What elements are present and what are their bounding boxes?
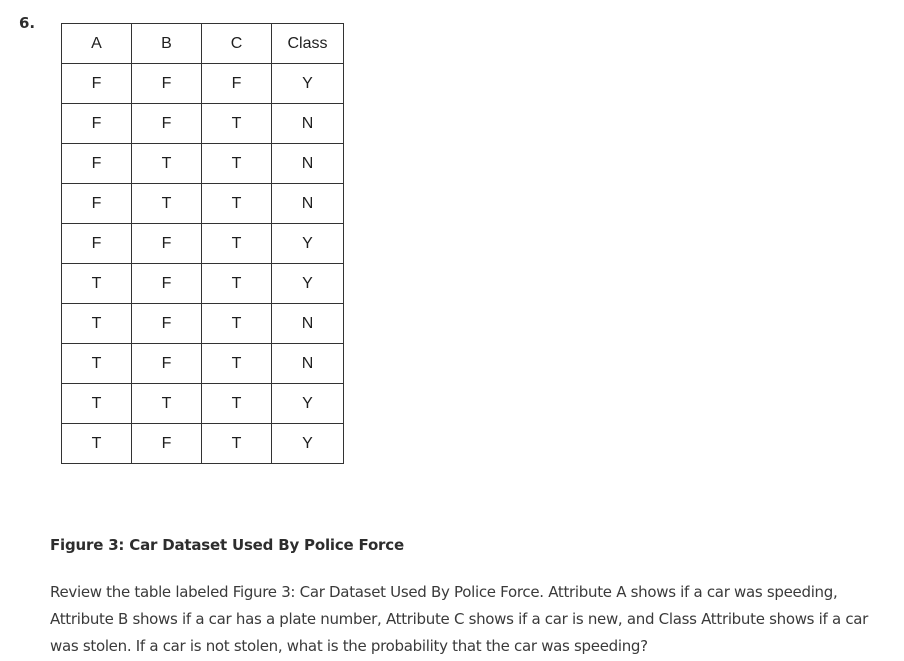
- table-row: [62, 224, 344, 264]
- table-cell: F: [132, 104, 202, 144]
- table-cell: N: [272, 104, 344, 144]
- table-cell: T: [62, 384, 132, 424]
- table-row: [62, 304, 344, 344]
- table-cell: T: [202, 304, 272, 344]
- table-cell: F: [132, 304, 202, 344]
- table-cell: N: [272, 344, 344, 384]
- table-cell: Y: [272, 384, 344, 424]
- table-cell: N: [272, 184, 344, 224]
- table-cell: F: [202, 64, 272, 104]
- table-row: [62, 344, 344, 384]
- table-cell: T: [202, 224, 272, 264]
- car-dataset-table: [61, 23, 344, 464]
- table-cell: T: [132, 384, 202, 424]
- table-row: [62, 104, 344, 144]
- table-cell: T: [202, 384, 272, 424]
- table-cell: T: [202, 344, 272, 384]
- table-cell: Y: [272, 424, 344, 464]
- table-row: [62, 384, 344, 424]
- table-cell: F: [62, 64, 132, 104]
- table-cell: Y: [272, 224, 344, 264]
- table-cell: T: [202, 184, 272, 224]
- table-cell: F: [132, 224, 202, 264]
- table-cell: T: [62, 344, 132, 384]
- table-cell: N: [272, 144, 344, 184]
- table-header-row: [62, 24, 344, 64]
- figure-caption: Figure 3: Car Dataset Used By Police Force: [50, 536, 404, 554]
- table-cell: T: [132, 184, 202, 224]
- table-cell: F: [62, 224, 132, 264]
- table-cell: Y: [272, 64, 344, 104]
- table-row: [62, 144, 344, 184]
- column-header-c: C: [202, 24, 272, 64]
- column-header-a: A: [62, 24, 132, 64]
- table-row: [62, 264, 344, 304]
- column-header-class: Class: [272, 24, 344, 64]
- table-cell: F: [132, 344, 202, 384]
- table-cell: N: [272, 304, 344, 344]
- table-cell: Y: [272, 264, 344, 304]
- table-row: [62, 184, 344, 224]
- table-row: [62, 424, 344, 464]
- table-cell: T: [62, 304, 132, 344]
- table-row: [62, 64, 344, 104]
- table-cell: F: [132, 64, 202, 104]
- question-number: 6.: [19, 14, 36, 32]
- column-header-b: B: [132, 24, 202, 64]
- table-cell: T: [202, 424, 272, 464]
- table-cell: T: [202, 144, 272, 184]
- table-cell: F: [62, 144, 132, 184]
- table-cell: T: [202, 104, 272, 144]
- table-cell: F: [62, 104, 132, 144]
- table-cell: T: [62, 264, 132, 304]
- table-cell: F: [132, 424, 202, 464]
- question-prompt: Review the table labeled Figure 3: Car Dataset Used By Police Force. Attribute A shows if a car was speeding, Attribute B shows if a car has a plate number, Attribute C shows if a car is new, and Class Attribute shows if a car was stolen. If a car is not stolen, what is the probability that the car was speeding?: [50, 583, 869, 655]
- table-cell: T: [132, 144, 202, 184]
- table-cell: T: [202, 264, 272, 304]
- table-cell: F: [132, 264, 202, 304]
- table-cell: F: [62, 184, 132, 224]
- table-cell: T: [62, 424, 132, 464]
